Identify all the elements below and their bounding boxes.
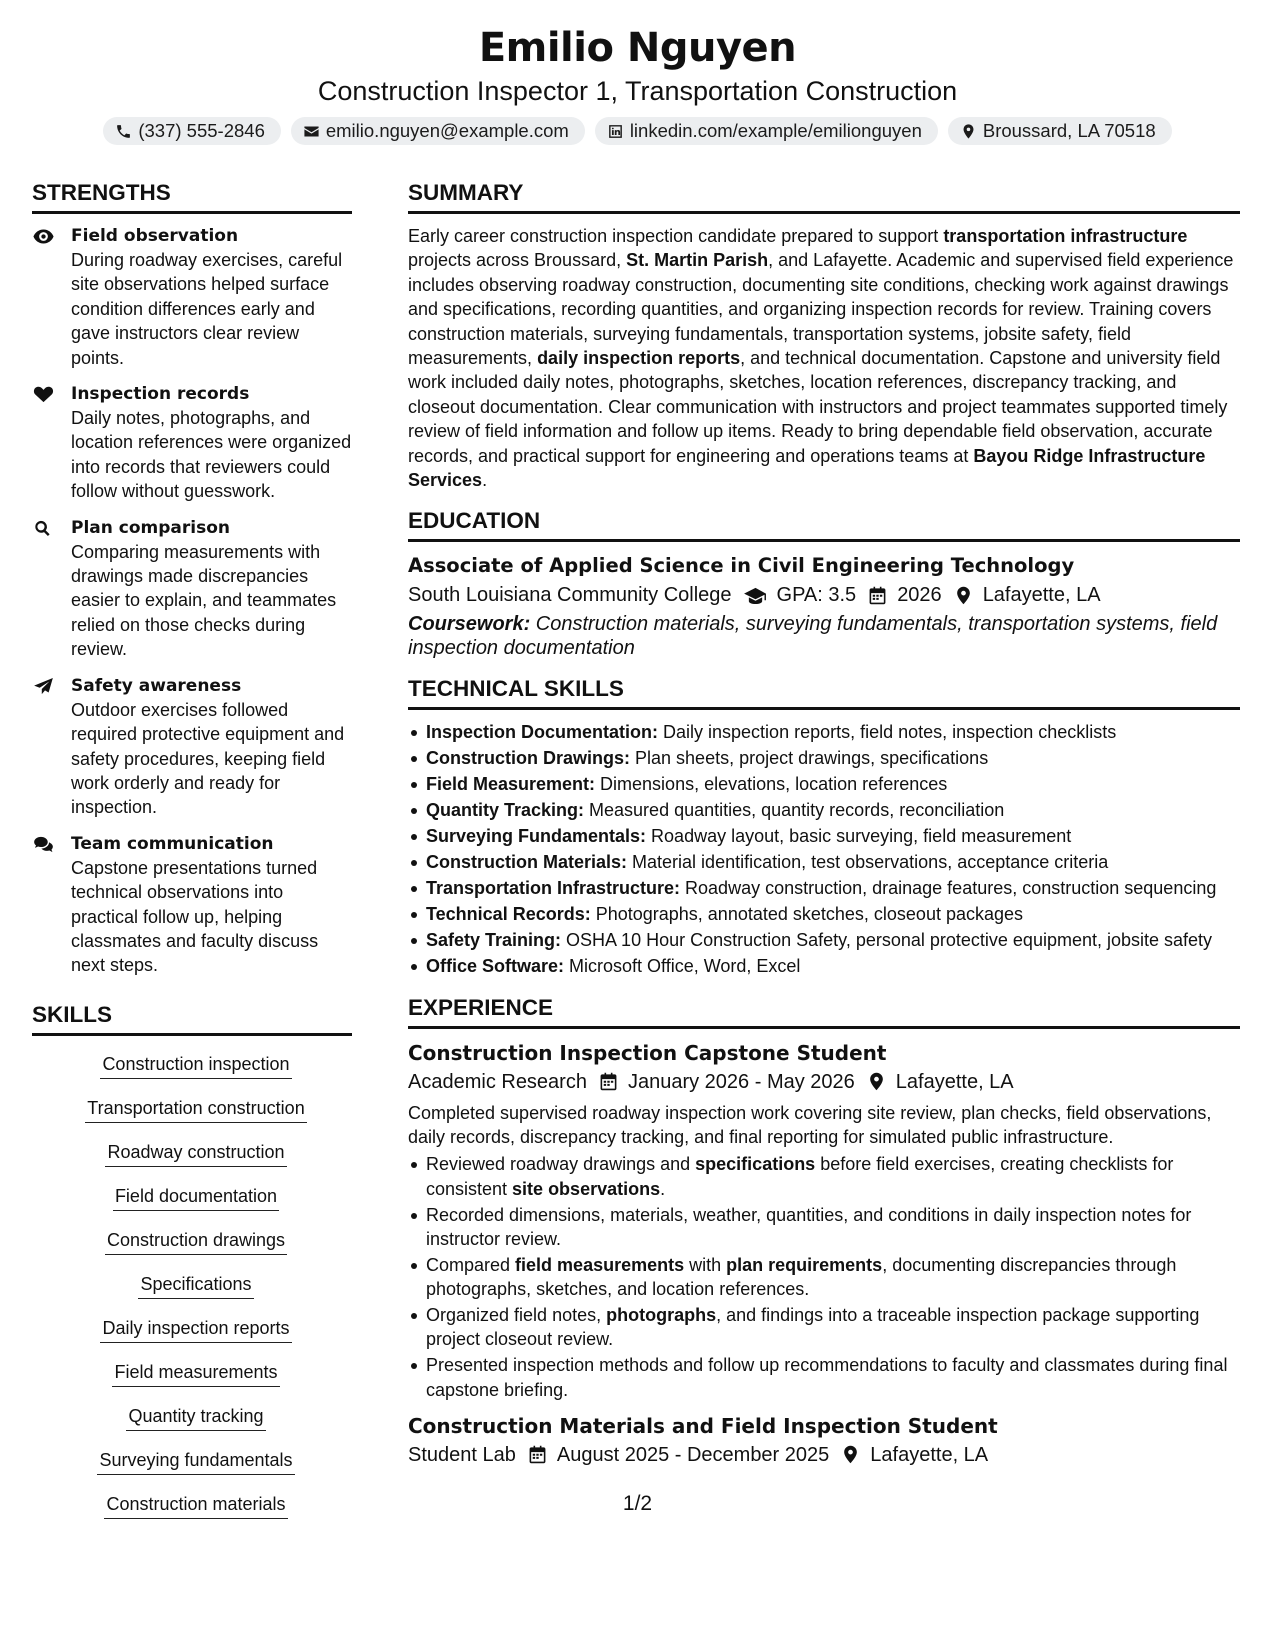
strength-title: Plan comparison (71, 517, 231, 538)
skill-label: Construction Drawings: (426, 748, 631, 769)
skill-value: Dimensions, elevations, location references (595, 774, 948, 795)
job-location: Lafayette, LA (870, 1443, 989, 1466)
list-item (408, 1303, 1240, 1351)
skill-tag: Quantity tracking (126, 1404, 265, 1431)
summary-text-part: , and Lafayette. Academic and supervised field experience includes observing roadway construction, documenting site conditions, checking work against drawings and specifications, recording quantities, and organizing inspection records for review. Training covers construction materials, surveying fundamentals, transportation systems, jobsite safety, field measurements, (408, 250, 1234, 369)
experience-section (408, 993, 1240, 1470)
contact-bar (0, 117, 1275, 145)
skill-value: OSHA 10 Hour Construction Safety, personal protective equipment, jobsite safety (561, 930, 1213, 951)
gpa: GPA: 3.5 (776, 584, 857, 607)
bullet-text: Recorded dimensions, materials, weather, quantities, and conditions in daily inspection notes for instructor review. (426, 1204, 1192, 1249)
job-location: Lafayette, LA (895, 1070, 1014, 1093)
job-entry (408, 1412, 1240, 1470)
job-bullets (408, 1152, 1240, 1401)
bullet-text: Reviewed roadway drawings and (426, 1154, 696, 1175)
technical-skills-list (408, 720, 1240, 978)
job-entry (408, 1039, 1240, 1402)
bullet-text: , documenting discrepancies through photographs, sketches, and location references. (426, 1254, 1177, 1300)
summary-section (408, 178, 1240, 492)
bullet-text: , and findings into a traceable inspection package supporting project closeout review. (426, 1305, 1200, 1350)
contact-phone[interactable] (103, 117, 281, 145)
page-number: 1/2 (622, 1492, 653, 1515)
skill-tag: Roadway construction (105, 1140, 286, 1167)
skills-heading: SKILLS (32, 1000, 352, 1036)
education-location: Lafayette, LA (982, 584, 1101, 607)
strengths-heading: STRENGTHS (32, 178, 352, 214)
calendar-icon (528, 1445, 547, 1464)
list-item (408, 1203, 1240, 1251)
contact-email[interactable] (291, 117, 585, 145)
strength-title: Field observation (71, 226, 239, 246)
skill-label: Construction Materials: (426, 852, 628, 873)
education-meta (408, 580, 1240, 610)
list-item (408, 798, 1240, 822)
skill-tag: Specifications (138, 1272, 253, 1299)
summary-text-part: projects across Broussard, (408, 250, 627, 271)
list-item (408, 876, 1240, 900)
envelope-icon (303, 123, 320, 140)
contact-linkedin[interactable] (595, 117, 938, 145)
list-item (408, 824, 1240, 848)
candidate-name: Emilio Nguyen (478, 25, 797, 71)
contact-location-text: Broussard, LA 70518 (982, 120, 1156, 141)
skill-tag: Field documentation (113, 1184, 279, 1211)
skill-list (32, 1052, 352, 1536)
strength-item (32, 516, 352, 662)
graduation-year: 2026 (897, 584, 942, 607)
job-meta (408, 1440, 1240, 1470)
summary-text-part: Bayou Ridge Infrastructure Services (408, 445, 1206, 491)
list-item (408, 772, 1240, 796)
map-pin-icon (960, 123, 977, 140)
strength-desc: During roadway exercises, careful site observations helped surface condition differences early and gave instructors clear review points. (71, 250, 343, 368)
skill-value: Plan sheets, project drawings, specifications (630, 748, 989, 769)
coursework (408, 612, 1240, 660)
skill-tag: Construction drawings (105, 1228, 287, 1255)
list-item (408, 1253, 1240, 1301)
graduation-cap-icon (744, 586, 767, 605)
comments-icon (33, 836, 54, 853)
strength-desc: Outdoor exercises followed required protective equipment and safety procedures, keeping field work orderly and ready for inspection. (71, 699, 345, 818)
summary-text-part: St. Martin Parish (626, 250, 769, 271)
summary-text-part: Early career construction inspection candidate prepared to support (408, 226, 944, 246)
strength-item (32, 382, 352, 504)
bullet-text: Compared (426, 1254, 516, 1275)
list-item (408, 850, 1240, 874)
list-item (408, 928, 1240, 952)
skill-tag: Daily inspection reports (100, 1316, 291, 1343)
eye-icon (33, 228, 54, 245)
phone-icon (115, 123, 132, 140)
map-pin-icon (841, 1445, 860, 1464)
strength-item (32, 674, 352, 820)
skill-value: Daily inspection reports, field notes, inspection checklists (658, 722, 1117, 743)
bullet-text: before field exercises, creating checklists for consistent (426, 1154, 1174, 1199)
strength-item (32, 224, 352, 370)
contact-location (948, 117, 1172, 145)
coursework-label: Coursework: (408, 613, 531, 636)
list-item (408, 1152, 1240, 1200)
summary-heading: SUMMARY (408, 178, 1240, 214)
job-org: Student Lab (408, 1443, 516, 1466)
summary-text (408, 224, 1240, 492)
calendar-icon (599, 1072, 618, 1091)
job-dates: August 2025 - December 2025 (556, 1443, 830, 1466)
resume-header (0, 22, 1275, 145)
strength-desc: Capstone presentations turned technical observations into practical follow up, helping classmates and faculty discuss next steps. (71, 857, 319, 976)
strength-desc: Daily notes, photographs, and location references were organized into records that reviewers could follow without guesswork. (71, 408, 352, 502)
bullet-text: Presented inspection methods and follow up recommendations to faculty and classmates during final capstone briefing. (426, 1355, 1228, 1400)
job-title: Construction Materials and Field Inspection Student (408, 1413, 998, 1438)
linkedin-icon (607, 123, 624, 140)
skill-label: Office Software: (426, 956, 565, 977)
strength-item (32, 832, 352, 978)
strength-title: Safety awareness (71, 675, 242, 696)
bullet-text: . (660, 1178, 666, 1199)
strength-title: Team communication (71, 833, 274, 854)
technical-skills-section (408, 674, 1240, 978)
contact-linkedin-text: linkedin.com/example/emilionguyen (629, 120, 922, 141)
education-heading: EDUCATION (408, 506, 1240, 542)
skills-section (32, 1000, 352, 1536)
list-item (408, 720, 1240, 744)
job-title: Construction Inspection Capstone Student (408, 1040, 887, 1065)
bullet-text: site observations (512, 1178, 661, 1199)
summary-text-part: , and technical documentation. Capstone and university field work included daily notes, photographs, sketches, location references, discrepancy tracking, and closeout documentation. Clear communication with instructors and project teammates supported timely review of field information and follow up items. Ready to bring dependable field observation, accurate records, and practical support for engineering and operations teams at (408, 348, 1228, 466)
candidate-title: Construction Inspector 1, Transportation Construction (317, 76, 958, 106)
list-item (408, 1353, 1240, 1401)
skill-value: Microsoft Office, Word, Excel (564, 956, 801, 977)
bullet-text: photographs (606, 1305, 717, 1326)
summary-text-part: daily inspection reports (537, 348, 741, 369)
job-org: Academic Research (408, 1070, 587, 1093)
strength-desc: Comparing measurements with drawings made discrepancies easier to explain, and teammates relied on those checks during review. (71, 541, 337, 660)
contact-phone-text: (337) 555-2846 (138, 120, 265, 141)
strength-title: Inspection records (71, 384, 250, 405)
coursework-list: Construction materials, surveying fundamentals, transportation systems, field inspection documentation (408, 613, 1218, 660)
skill-value: Material identification, test observations, acceptance criteria (627, 852, 1109, 873)
job-dates: January 2026 - May 2026 (627, 1070, 855, 1093)
skill-tag: Construction inspection (100, 1052, 291, 1079)
bullet-text: Organized field notes, (426, 1305, 607, 1326)
skill-value: Roadway construction, drainage features, construction sequencing (680, 878, 1217, 899)
skill-tag: Transportation construction (85, 1096, 306, 1123)
bullet-text: field measurements (515, 1254, 685, 1275)
skill-label: Inspection Documentation: (426, 722, 659, 743)
job-meta (408, 1067, 1240, 1097)
summary-text-part: transportation infrastructure (943, 226, 1188, 246)
education-section (408, 506, 1240, 660)
job-description: Completed supervised roadway inspection work covering site review, plan checks, field observations, daily records, discrepancy tracking, and final reporting for simulated public infrastructure. (408, 1102, 1212, 1148)
skill-label: Field Measurement: (426, 774, 596, 795)
skill-value: Roadway layout, basic surveying, field measurement (646, 826, 1072, 847)
list-item (408, 902, 1240, 926)
summary-text-part: . (482, 470, 488, 491)
skill-label: Technical Records: (426, 904, 591, 925)
bullet-text: specifications (695, 1154, 816, 1175)
skill-label: Transportation Infrastructure: (426, 878, 681, 899)
bullet-text: with (684, 1254, 727, 1275)
skill-label: Quantity Tracking: (426, 800, 585, 821)
degree-title: Associate of Applied Science in Civil Engineering Technology (408, 554, 1075, 578)
skill-tag: Field measurements (112, 1360, 279, 1387)
skill-value: Measured quantities, quantity records, reconciliation (584, 800, 1005, 821)
school-name: South Louisiana Community College (408, 584, 732, 607)
map-pin-icon (954, 586, 973, 605)
skill-value: Photographs, annotated sketches, closeout packages (590, 904, 1024, 925)
contact-email-text: emilio.nguyen@example.com (325, 120, 569, 141)
skill-tag: Construction materials (104, 1492, 287, 1519)
bullet-text: plan requirements (726, 1254, 883, 1275)
right-column (408, 178, 1240, 1484)
technical-skills-heading: TECHNICAL SKILLS (408, 674, 1240, 710)
paper-plane-icon (33, 678, 54, 695)
heart-icon (33, 386, 54, 403)
list-item (408, 746, 1240, 770)
skill-label: Surveying Fundamentals: (426, 826, 647, 847)
experience-heading: EXPERIENCE (408, 993, 1240, 1029)
left-column (32, 178, 352, 1536)
skill-tag: Surveying fundamentals (97, 1448, 294, 1475)
calendar-icon (868, 586, 887, 605)
map-pin-icon (867, 1072, 886, 1091)
search-icon (33, 520, 54, 537)
list-item (408, 954, 1240, 978)
skill-label: Safety Training: (426, 930, 562, 951)
